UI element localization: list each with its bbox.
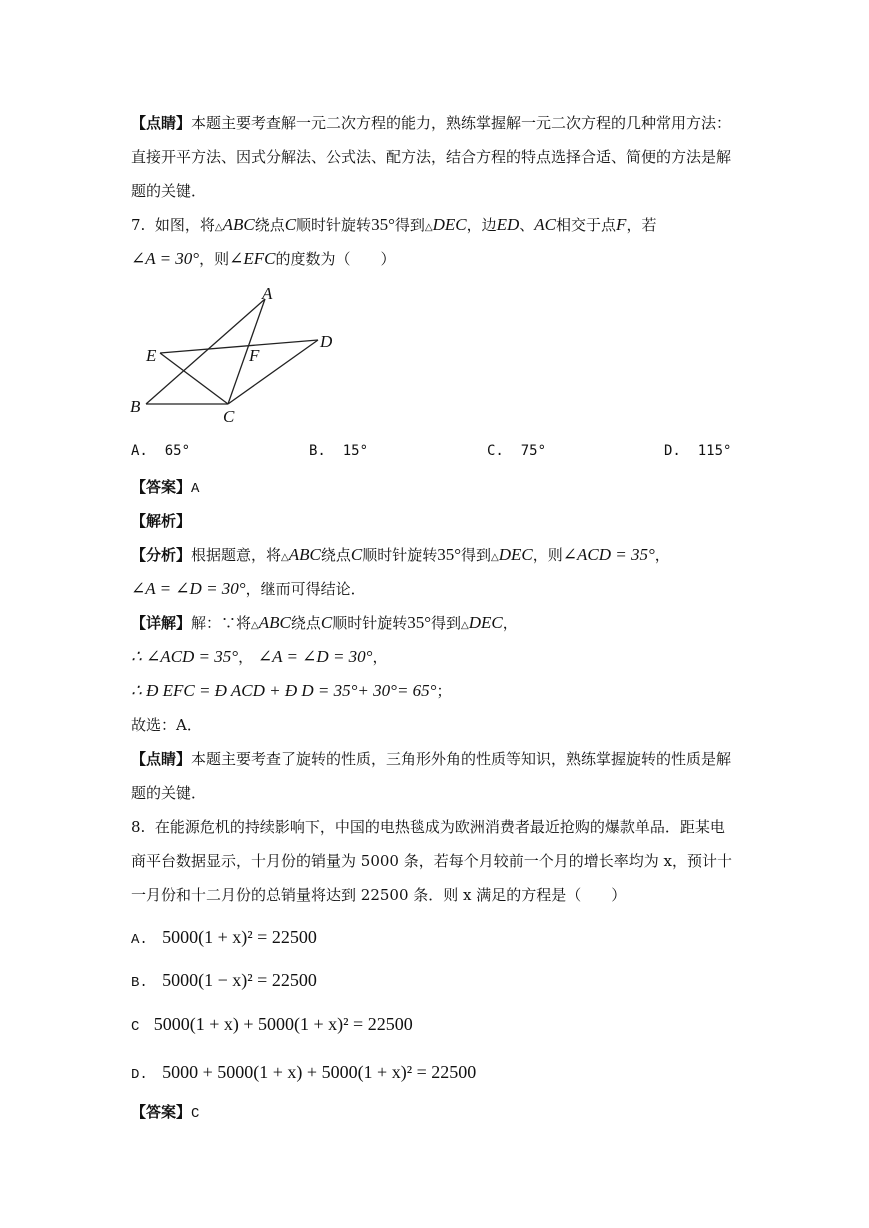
fenxi-angle-acd: ∠ACD = 35° bbox=[562, 545, 655, 564]
answer-tag: 【答案】 bbox=[131, 478, 192, 496]
fenxi-text: 得到 bbox=[461, 546, 492, 564]
dianjing-line-2 bbox=[131, 147, 731, 167]
q7-stem-text: ，则 bbox=[199, 250, 230, 268]
dianjing-line-3 bbox=[131, 181, 206, 201]
q7-target-angle: ∠EFC bbox=[229, 249, 276, 268]
option-letter: D. bbox=[131, 1067, 148, 1083]
q7-answer bbox=[131, 477, 199, 499]
q7-dianjing-line-2 bbox=[131, 783, 206, 803]
q7-stem-line-1: 7. 如图，将△ABC绕点C顺时针旋转35°得到△DEC，边ED、AC相交于点F，若 bbox=[131, 215, 657, 234]
q8-stem-line-3 bbox=[131, 885, 626, 905]
xj-text: 得到 bbox=[431, 614, 462, 632]
q7-analysis-heading bbox=[131, 511, 191, 531]
option-letter: C bbox=[131, 1019, 140, 1035]
option-letter: A. bbox=[131, 932, 148, 948]
fenxi-text: 顺时针旋转 bbox=[362, 546, 438, 564]
option-equation: 5000(1 − x)² = 22500 bbox=[162, 970, 317, 990]
dianjing-text-3: 题的关键． bbox=[131, 182, 207, 200]
fenxi-text: 根据题意，将 bbox=[191, 546, 282, 564]
q7-fenxi-line-2 bbox=[131, 579, 366, 599]
analysis-tag: 【解析】 bbox=[131, 512, 192, 530]
xj-text: 绕点 bbox=[290, 614, 321, 632]
q7-stem-text: 如图，将 bbox=[154, 216, 215, 234]
q8-option-c[interactable] bbox=[131, 1014, 413, 1037]
label-e: E bbox=[146, 346, 157, 365]
dianjing-tag: 【点睛】 bbox=[131, 750, 192, 768]
q7-geometry-figure bbox=[128, 282, 348, 427]
q7-xiangjie-line-2 bbox=[131, 647, 388, 667]
edge-ed bbox=[160, 340, 318, 353]
q7-stem-text: 绕点 bbox=[254, 216, 285, 234]
q7-stem-text: ，若 bbox=[626, 216, 657, 234]
fenxi-angle-ad: ∠A = ∠D = 30° bbox=[131, 579, 246, 598]
q8-stem-text: 一月份和十二月份的总销量将达到 22500 条．则 x 满足的方程是（ ） bbox=[131, 886, 627, 904]
label-f: F bbox=[249, 346, 260, 365]
option-equation: 5000 + 5000(1 + x) + 5000(1 + x)² = 22500 bbox=[162, 1062, 477, 1082]
fenxi-tag: 【分析】 bbox=[131, 546, 192, 564]
xj-text: ， bbox=[238, 648, 254, 666]
q7-edge-ed: ED bbox=[496, 215, 520, 234]
label-d: D bbox=[320, 332, 333, 351]
option-equation: 5000(1 + x) + 5000(1 + x)² = 22500 bbox=[153, 1014, 413, 1034]
dj-text: 题的关键． bbox=[131, 784, 207, 802]
q7-option-c[interactable] bbox=[487, 443, 546, 459]
q7-stem-text: 得到 bbox=[394, 216, 425, 234]
q8-stem-text: 在能源危机的持续影响下，中国的电热毯成为欧洲消费者最近抢购的爆款单品．距某电 bbox=[154, 818, 725, 836]
q8-option-b[interactable] bbox=[131, 970, 317, 993]
q7-option-a[interactable] bbox=[131, 443, 190, 459]
q7-stem-text: ，边 bbox=[466, 216, 497, 234]
fenxi-point-c: C bbox=[350, 545, 363, 564]
option-value: 65° bbox=[164, 443, 191, 459]
option-letter: B. bbox=[131, 975, 148, 991]
q7-stem-text: 的度数为（ ） bbox=[275, 250, 396, 268]
xj-text: ； bbox=[436, 682, 452, 700]
q7-stem-text: 、 bbox=[519, 216, 535, 234]
dianjing-tag: 【点睛】 bbox=[131, 114, 192, 132]
edge-dc bbox=[228, 340, 318, 404]
q7-stem-text: 相交于点 bbox=[556, 216, 617, 234]
q7-given-angle: ∠A = 30° bbox=[131, 249, 200, 268]
q8-number: 8. bbox=[131, 818, 146, 836]
option-value: 15° bbox=[342, 443, 369, 459]
fenxi-tri-dec: DEC bbox=[498, 545, 533, 564]
label-a: A bbox=[262, 284, 273, 303]
xj-text: 解：∵将 bbox=[191, 614, 252, 632]
answer-value: A bbox=[191, 481, 200, 497]
dj-text: 本题主要考查了旋转的性质，三角形外角的性质等知识，熟练掌握旋转的性质是解 bbox=[191, 750, 732, 768]
option-letter: D. bbox=[664, 443, 681, 459]
dianjing-text-2: 直接开平方法、因式分解法、公式法、配方法，结合方程的特点选择合适、简便的方法是解 bbox=[131, 148, 732, 166]
option-letter: A. bbox=[131, 443, 148, 459]
fenxi-text: ，继而可得结论． bbox=[245, 580, 366, 598]
xj-angle-ad: ∠A = ∠D = 30° bbox=[257, 647, 373, 666]
q8-stem-text: 商平台数据显示，十月份的销量为 5000 条，若每个月较前一个月的增长率均为 x，预计十 bbox=[131, 852, 732, 870]
xj-text: 顺时针旋转 bbox=[332, 614, 408, 632]
xj-angle-acd: ∴ ∠ACD = 35° bbox=[131, 647, 239, 666]
xj-tri-dec: DEC bbox=[468, 613, 503, 632]
q7-guxuan bbox=[131, 715, 202, 735]
xj-equation: ∴ Ð EFC = Ð ACD + Ð D = 35°+ 30°= 65° bbox=[131, 681, 437, 700]
q8-option-d[interactable] bbox=[131, 1062, 476, 1085]
q7-option-d[interactable] bbox=[664, 443, 731, 459]
q7-tri-dec: DEC bbox=[432, 215, 467, 234]
q7-number: 7. bbox=[131, 216, 146, 234]
q7-xiangjie-line-1: 【详解】解：∵将△ABC绕点C顺时针旋转35°得到△DEC， bbox=[131, 613, 518, 632]
q7-fenxi-line-1: 【分析】根据题意，将△ABC绕点C顺时针旋转35°得到△DEC，则∠ACD = 35°， bbox=[131, 545, 670, 564]
guxuan-text: 故选：A． bbox=[131, 716, 202, 734]
q8-stem-line-1 bbox=[131, 817, 725, 837]
answer-value: C bbox=[191, 1106, 200, 1122]
q8-answer bbox=[131, 1102, 199, 1124]
q7-point-c: C bbox=[284, 215, 297, 234]
dianjing-text-1: 本题主要考查解一元二次方程的能力，熟练掌握解一元二次方程的几种常用方法： bbox=[191, 114, 732, 132]
fenxi-tri-abc: ABC bbox=[288, 545, 321, 564]
q7-dianjing-line-1 bbox=[131, 749, 731, 769]
q8-option-a[interactable] bbox=[131, 927, 317, 950]
edge-ec bbox=[160, 353, 228, 404]
option-equation: 5000(1 + x)² = 22500 bbox=[162, 927, 317, 947]
xj-point-c: C bbox=[320, 613, 333, 632]
fenxi-text: ，则 bbox=[532, 546, 563, 564]
q7-xiangjie-line-3 bbox=[131, 681, 452, 701]
label-b: B bbox=[130, 397, 141, 416]
q7-stem-text: 顺时针旋转 bbox=[296, 216, 372, 234]
option-letter: C. bbox=[487, 443, 504, 459]
label-c: C bbox=[223, 407, 235, 426]
fenxi-text: ， bbox=[654, 546, 670, 564]
q7-tri-abc: ABC bbox=[222, 215, 255, 234]
q7-point-f: F bbox=[616, 215, 627, 234]
answer-tag: 【答案】 bbox=[131, 1103, 192, 1121]
xj-tri-abc: ABC bbox=[258, 613, 291, 632]
option-value: 75° bbox=[520, 443, 547, 459]
fenxi-angle: 35° bbox=[437, 545, 462, 564]
fenxi-text: 绕点 bbox=[320, 546, 351, 564]
option-value: 115° bbox=[697, 443, 732, 459]
dianjing-line-1 bbox=[131, 113, 731, 133]
q7-option-b[interactable] bbox=[309, 443, 368, 459]
q7-stem-line-2 bbox=[131, 249, 395, 269]
xj-angle: 35° bbox=[407, 613, 432, 632]
q7-angle: 35° bbox=[371, 215, 395, 234]
q8-stem-line-2 bbox=[131, 851, 732, 871]
xj-text: ， bbox=[372, 648, 388, 666]
q7-edge-ac: AC bbox=[534, 215, 557, 234]
xj-text: ， bbox=[502, 614, 518, 632]
xiangjie-tag: 【详解】 bbox=[131, 614, 192, 632]
option-letter: B. bbox=[309, 443, 326, 459]
